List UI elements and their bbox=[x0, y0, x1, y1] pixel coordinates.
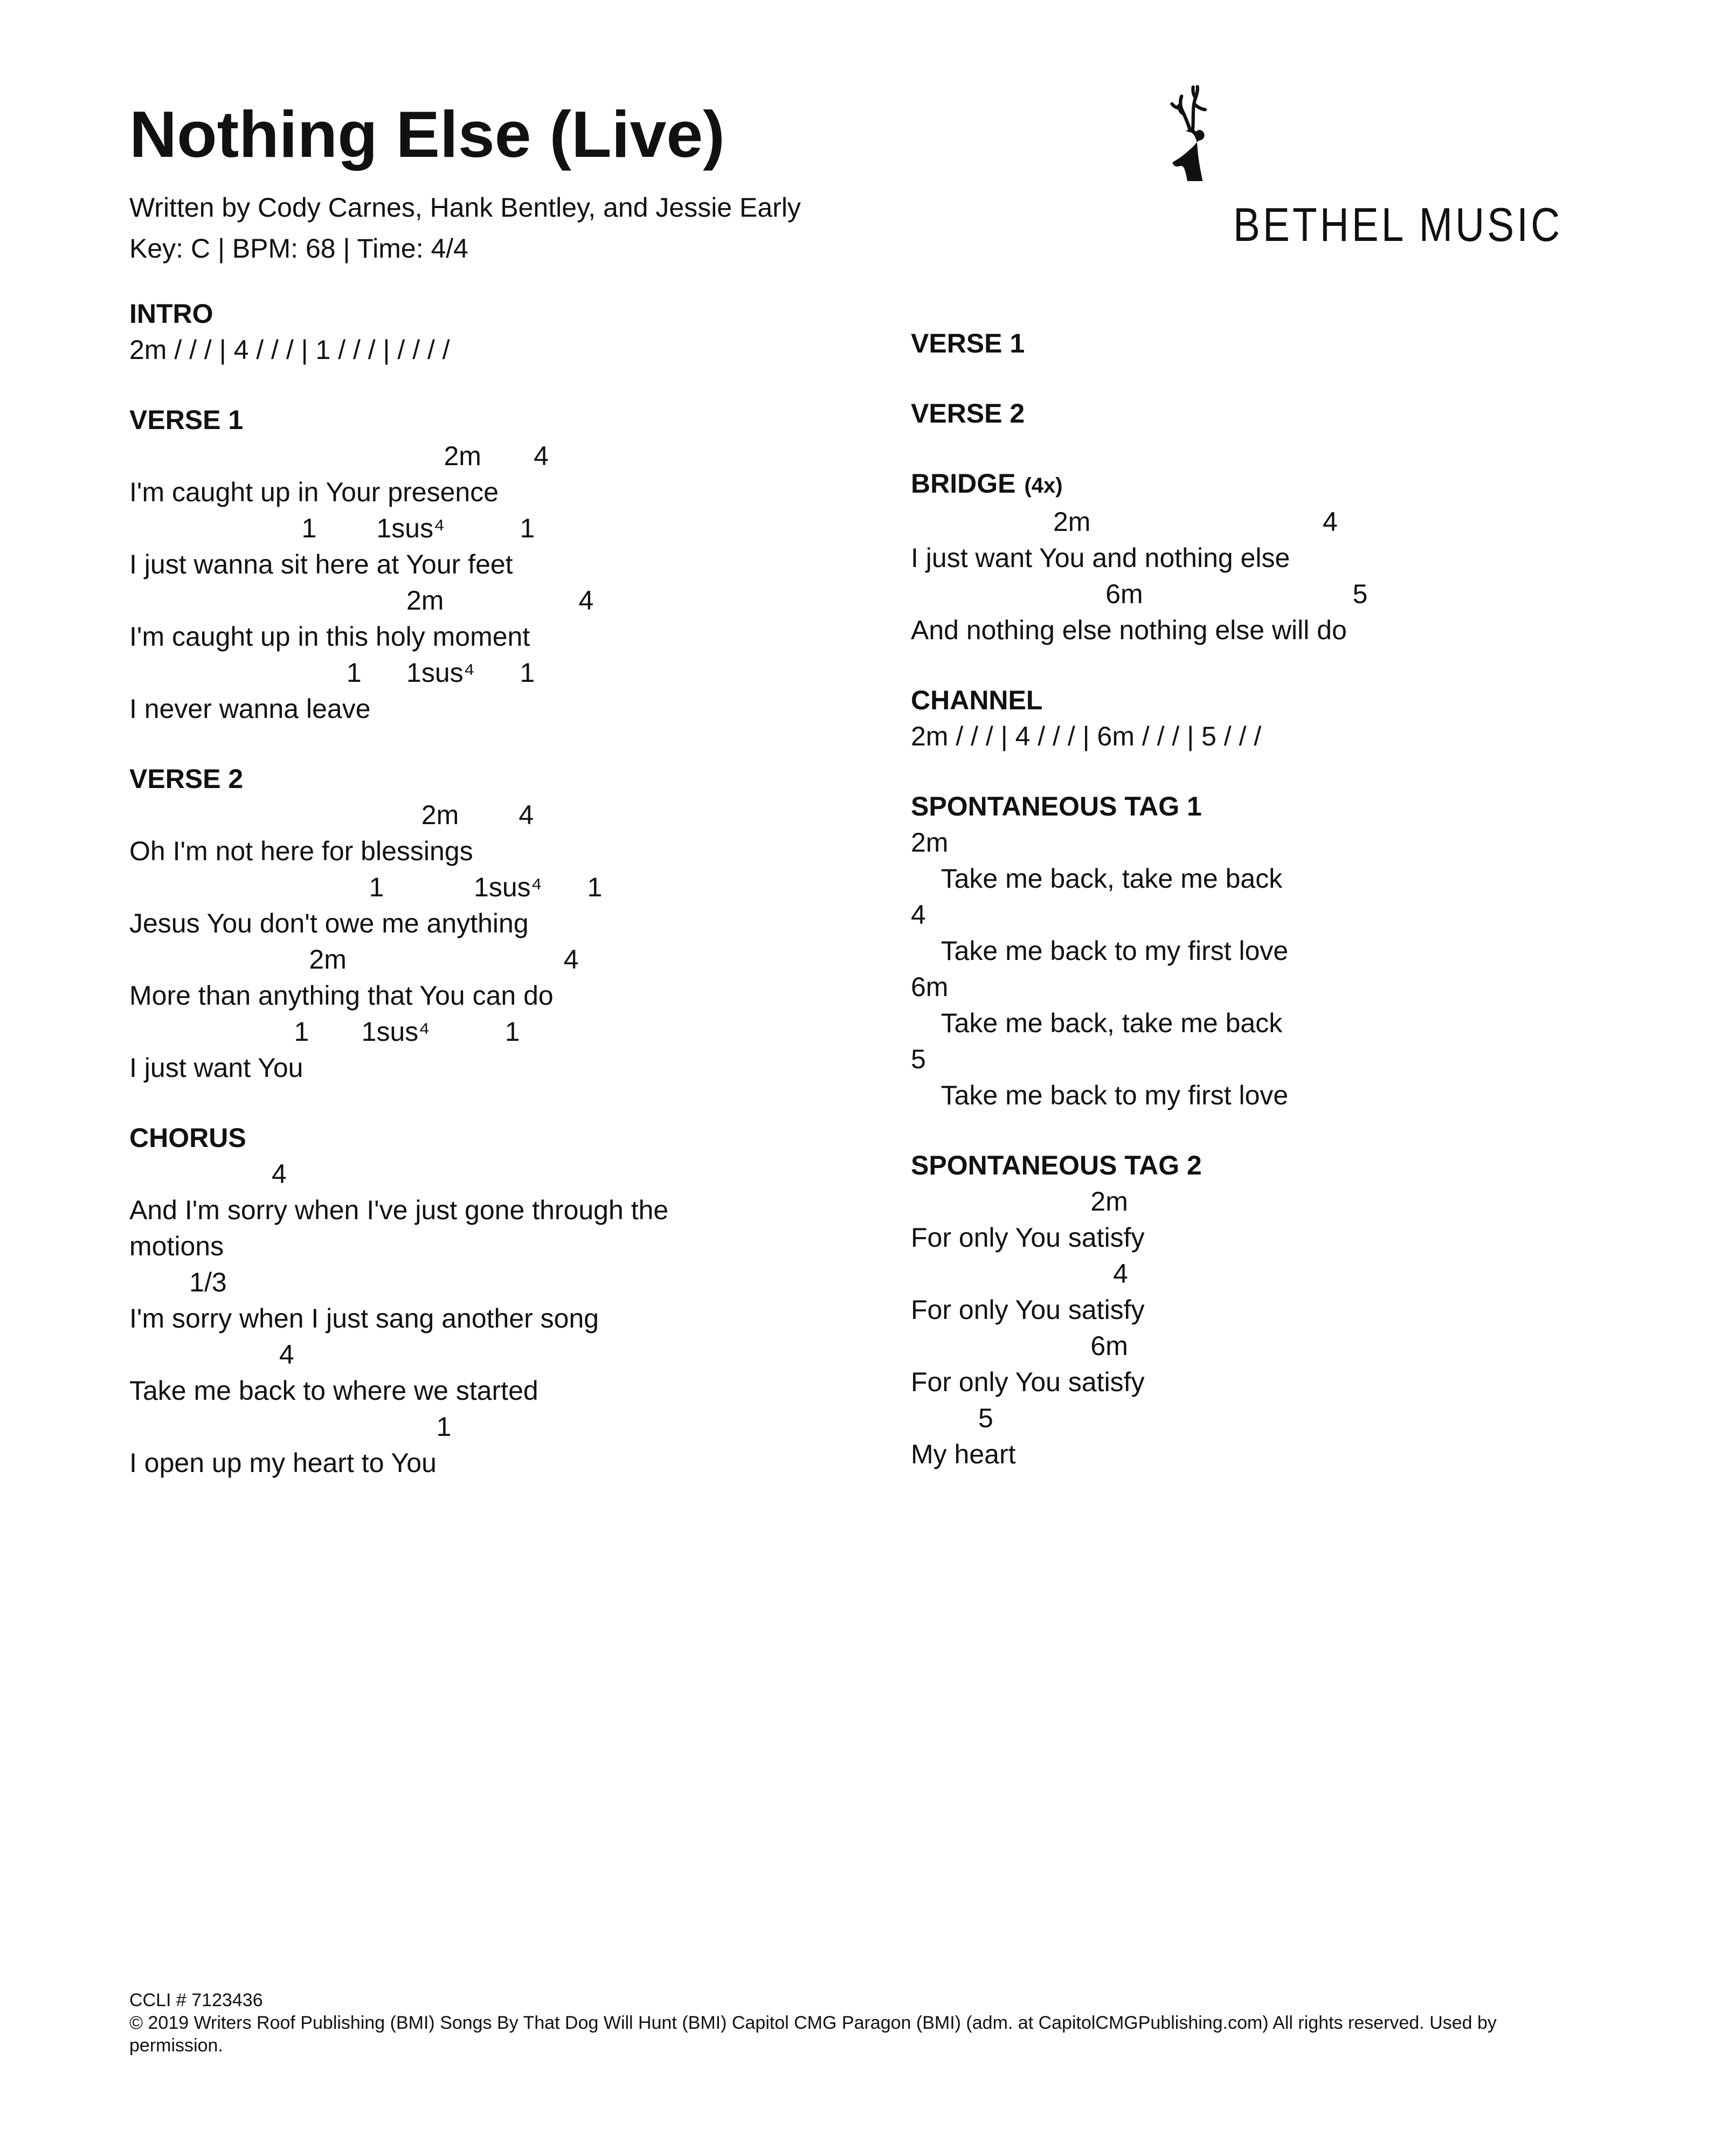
copyright-line: © 2019 Writers Roof Publishing (BMI) Songs By That Dog Will Hunt (BMI) Capitol CMG Paragon (BMI) (adm. at CapitolCMGPublishing.com) All rights reserved. Used by bbox=[129, 2013, 1497, 2033]
lyric-line: More than anything that You can do bbox=[129, 980, 554, 1011]
stag-head-icon bbox=[1168, 85, 1215, 184]
chord-line: 1 bbox=[129, 1412, 452, 1442]
chord-line: 6m 5 bbox=[911, 579, 1368, 609]
section-heading bbox=[911, 466, 1628, 504]
section-heading-label: VERSE 1 bbox=[129, 405, 244, 435]
lyric-line: I'm sorry when I just sang another song bbox=[129, 1303, 599, 1333]
chord-line: 2m / / / | 4 / / / | 1 / / / | / / / / bbox=[129, 335, 450, 365]
copyright-line: permission. bbox=[129, 2035, 223, 2056]
chord-line: 1 1sus⁴ 1 bbox=[129, 513, 535, 543]
left-column bbox=[129, 296, 749, 1515]
section-heading bbox=[129, 1120, 749, 1156]
section-spontaneous-tag-2 bbox=[911, 1148, 1628, 1473]
lyric-line: I just wanna sit here at Your feet bbox=[129, 549, 513, 579]
lyric-line: I never wanna leave bbox=[129, 694, 371, 724]
lyric-line: And I'm sorry when I've just gone through the motions bbox=[129, 1195, 676, 1261]
bethel-music-logo bbox=[1168, 84, 1627, 251]
footer bbox=[129, 1989, 1601, 2057]
section-spontaneous-tag-1 bbox=[911, 789, 1628, 1114]
chord-line: 2m bbox=[911, 1186, 1128, 1217]
section-heading-label: CHANNEL bbox=[911, 685, 1043, 715]
lyric-line: Take me back to my first love bbox=[911, 936, 1289, 966]
section-intro bbox=[129, 296, 749, 368]
chord-line: 1 1sus⁴ 1 bbox=[129, 658, 535, 688]
chord-line: 1 1sus⁴ 1 bbox=[129, 1017, 520, 1047]
lyric-line: My heart bbox=[911, 1439, 1016, 1469]
section-heading bbox=[129, 402, 749, 438]
lyric-line: For only You satisfy bbox=[911, 1295, 1145, 1325]
song-meta: Key: C | BPM: 68 | Time: 4/4 bbox=[129, 233, 468, 264]
section-verse-1-repeat bbox=[911, 326, 1628, 362]
section-heading bbox=[911, 789, 1628, 825]
chord-line: 6m bbox=[911, 1331, 1128, 1361]
lyric-line: Take me back, take me back bbox=[911, 1008, 1283, 1038]
section-verse-1 bbox=[129, 402, 749, 727]
lyric-line: I just want You and nothing else bbox=[911, 543, 1290, 573]
chord-line: 5 bbox=[911, 1403, 993, 1433]
chord-line: 2m 4 bbox=[129, 944, 579, 975]
chord-line: 2m 4 bbox=[129, 585, 594, 616]
lyric-line: Jesus You don't owe me anything bbox=[129, 908, 529, 938]
section-heading-label: SPONTANEOUS TAG 1 bbox=[911, 791, 1202, 821]
section-chorus bbox=[129, 1120, 749, 1481]
section-heading bbox=[911, 396, 1628, 432]
chord-line: 6m bbox=[911, 972, 949, 1002]
chord-line: 2m 4 bbox=[911, 507, 1338, 537]
section-heading-label: CHORUS bbox=[129, 1123, 246, 1153]
section-verse-2-repeat bbox=[911, 396, 1628, 432]
lyric-line: I'm caught up in this holy moment bbox=[129, 621, 530, 652]
chord-line: 4 bbox=[129, 1339, 294, 1370]
lyric-line: Oh I'm not here for blessings bbox=[129, 836, 473, 866]
lyric-line: Take me back, take me back bbox=[911, 863, 1283, 894]
section-heading bbox=[911, 1148, 1628, 1184]
chord-line: 4 bbox=[129, 1159, 287, 1189]
bethel-music-wordmark: BETHEL MUSIC bbox=[1233, 198, 1563, 251]
section-heading bbox=[129, 296, 749, 332]
lyric-line: For only You satisfy bbox=[911, 1222, 1145, 1253]
section-heading-label: SPONTANEOUS TAG 2 bbox=[911, 1150, 1202, 1180]
page-title: Nothing Else (Live) bbox=[129, 98, 725, 171]
lyric-line: I open up my heart to You bbox=[129, 1448, 437, 1478]
section-verse-2 bbox=[129, 761, 749, 1086]
chord-line: 2m 4 bbox=[129, 441, 549, 471]
section-heading-label: VERSE 2 bbox=[129, 764, 244, 794]
lyric-line: For only You satisfy bbox=[911, 1367, 1145, 1397]
lyric-line: I just want You bbox=[129, 1053, 303, 1083]
lyric-line: Take me back to where we started bbox=[129, 1376, 538, 1406]
ccli-number: CCLI # 7123436 bbox=[129, 1990, 263, 2010]
section-heading-label: VERSE 2 bbox=[911, 398, 1025, 429]
chord-line: 4 bbox=[911, 1259, 1128, 1289]
section-heading bbox=[911, 682, 1628, 718]
writers-byline: Written by Cody Carnes, Hank Bentley, and Jessie Early bbox=[129, 192, 801, 223]
section-heading-label: VERSE 1 bbox=[911, 328, 1025, 358]
section-heading-repeat-count: (4x) bbox=[1024, 474, 1063, 497]
section-heading bbox=[911, 326, 1628, 362]
section-heading bbox=[129, 761, 749, 797]
right-column bbox=[911, 326, 1628, 1507]
section-bridge bbox=[911, 466, 1628, 648]
section-heading-label: INTRO bbox=[129, 299, 213, 329]
chord-line: 1/3 bbox=[129, 1267, 227, 1297]
lyric-line: Take me back to my first love bbox=[911, 1080, 1289, 1110]
section-channel bbox=[911, 682, 1628, 755]
chord-line: 2m 4 bbox=[129, 800, 534, 830]
chord-line: 5 bbox=[911, 1044, 926, 1074]
chord-line: 1 1sus⁴ 1 bbox=[129, 872, 603, 902]
chord-line: 2m / / / | 4 / / / | 6m / / / | 5 / / / bbox=[911, 721, 1262, 751]
chord-line: 2m bbox=[911, 827, 949, 858]
chord-line: 4 bbox=[911, 900, 926, 930]
section-heading-label: BRIDGE bbox=[911, 468, 1016, 499]
lyric-line: I'm caught up in Your presence bbox=[129, 477, 499, 507]
lyric-line: And nothing else nothing else will do bbox=[911, 615, 1347, 645]
